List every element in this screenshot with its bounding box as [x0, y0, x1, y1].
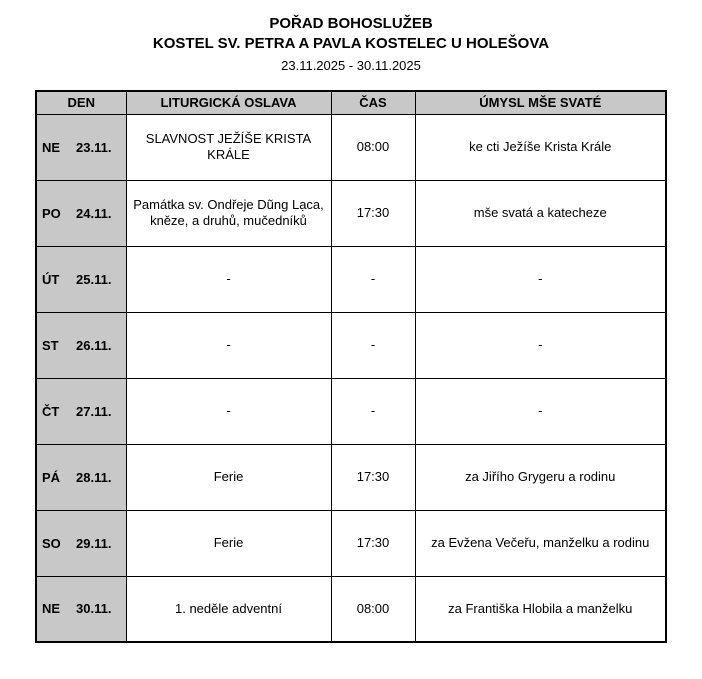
page-subtitle: KOSTEL SV. PETRA A PAVLA KOSTELEC U HOLEŠOVA — [152, 35, 550, 53]
day-cell — [36, 312, 126, 378]
page-title: POŘAD BOHOSLUŽEB — [269, 15, 433, 32]
day-abbrev: PÁ — [42, 469, 61, 485]
intention-cell: za Františka Hlobila a manželku — [415, 576, 666, 642]
day-cell — [36, 180, 126, 246]
day-cell — [36, 576, 126, 642]
day-cell — [36, 246, 126, 312]
time-cell: - — [331, 246, 415, 312]
day-abbrev: PO — [42, 205, 61, 221]
time-cell: 17:30 — [331, 444, 415, 510]
intention-cell: - — [415, 378, 666, 444]
celebration-cell: - — [126, 312, 331, 378]
day-date: 29.11. — [76, 535, 112, 551]
column-header-time: ČAS — [331, 91, 415, 114]
table-row — [36, 510, 666, 576]
table-row — [36, 378, 666, 444]
celebration-cell: - — [126, 378, 331, 444]
day-cell — [36, 510, 126, 576]
day-abbrev: NE — [42, 601, 61, 617]
day-date: 25.11. — [76, 271, 112, 287]
day-date: 30.11. — [76, 601, 112, 617]
column-header-day: DEN — [36, 91, 126, 114]
schedule-table-header — [36, 91, 666, 114]
schedule-body — [36, 114, 666, 642]
header-row — [36, 91, 666, 114]
time-cell: 17:30 — [331, 510, 415, 576]
celebration-cell: Ferie — [126, 510, 331, 576]
day-cell — [36, 444, 126, 510]
day-date: 24.11. — [76, 205, 112, 221]
table-row — [36, 576, 666, 642]
time-cell: 17:30 — [331, 180, 415, 246]
day-date: 26.11. — [76, 337, 112, 353]
intention-cell: - — [415, 246, 666, 312]
day-cell — [36, 378, 126, 444]
intention-cell: ke cti Ježíše Krista Krále — [415, 114, 666, 180]
date-range: 23.11.2025 - 30.11.2025 — [281, 57, 421, 73]
celebration-cell: 1. neděle adventní — [126, 576, 331, 642]
celebration-cell: - — [126, 246, 331, 312]
table-row — [36, 114, 666, 180]
time-cell: 08:00 — [331, 114, 415, 180]
time-cell: - — [331, 312, 415, 378]
day-date: 27.11. — [76, 403, 112, 419]
table-row — [36, 444, 666, 510]
document-header — [0, 14, 702, 74]
intention-cell: mše svatá a katecheze — [415, 180, 666, 246]
day-abbrev: NE — [42, 139, 61, 155]
day-date: 28.11. — [76, 469, 112, 485]
time-cell: - — [331, 378, 415, 444]
celebration-cell: Památka sv. Ondřeje Dũng Lạca, kněze, a druhů, mučedníků — [126, 180, 331, 246]
intention-cell: - — [415, 312, 666, 378]
time-cell: 08:00 — [331, 576, 415, 642]
column-header-intention: ÚMYSL MŠE SVATÉ — [415, 91, 666, 114]
table-row — [36, 312, 666, 378]
intention-cell: za Evžena Večeřu, manželku a rodinu — [415, 510, 666, 576]
celebration-cell: SLAVNOST JEŽÍŠE KRISTA KRÁLE — [126, 114, 331, 180]
day-abbrev: SO — [42, 535, 61, 551]
celebration-cell: Ferie — [126, 444, 331, 510]
column-header-celebration: LITURGICKÁ OSLAVA — [126, 91, 331, 114]
schedule-table — [35, 90, 667, 643]
intention-cell: za Jiřího Grygeru a rodinu — [415, 444, 666, 510]
day-cell — [36, 114, 126, 180]
day-date: 23.11. — [76, 139, 112, 155]
table-row — [36, 180, 666, 246]
day-abbrev: ST — [42, 337, 59, 353]
day-abbrev: ČT — [42, 403, 60, 419]
table-row — [36, 246, 666, 312]
day-abbrev: ÚT — [42, 271, 60, 287]
